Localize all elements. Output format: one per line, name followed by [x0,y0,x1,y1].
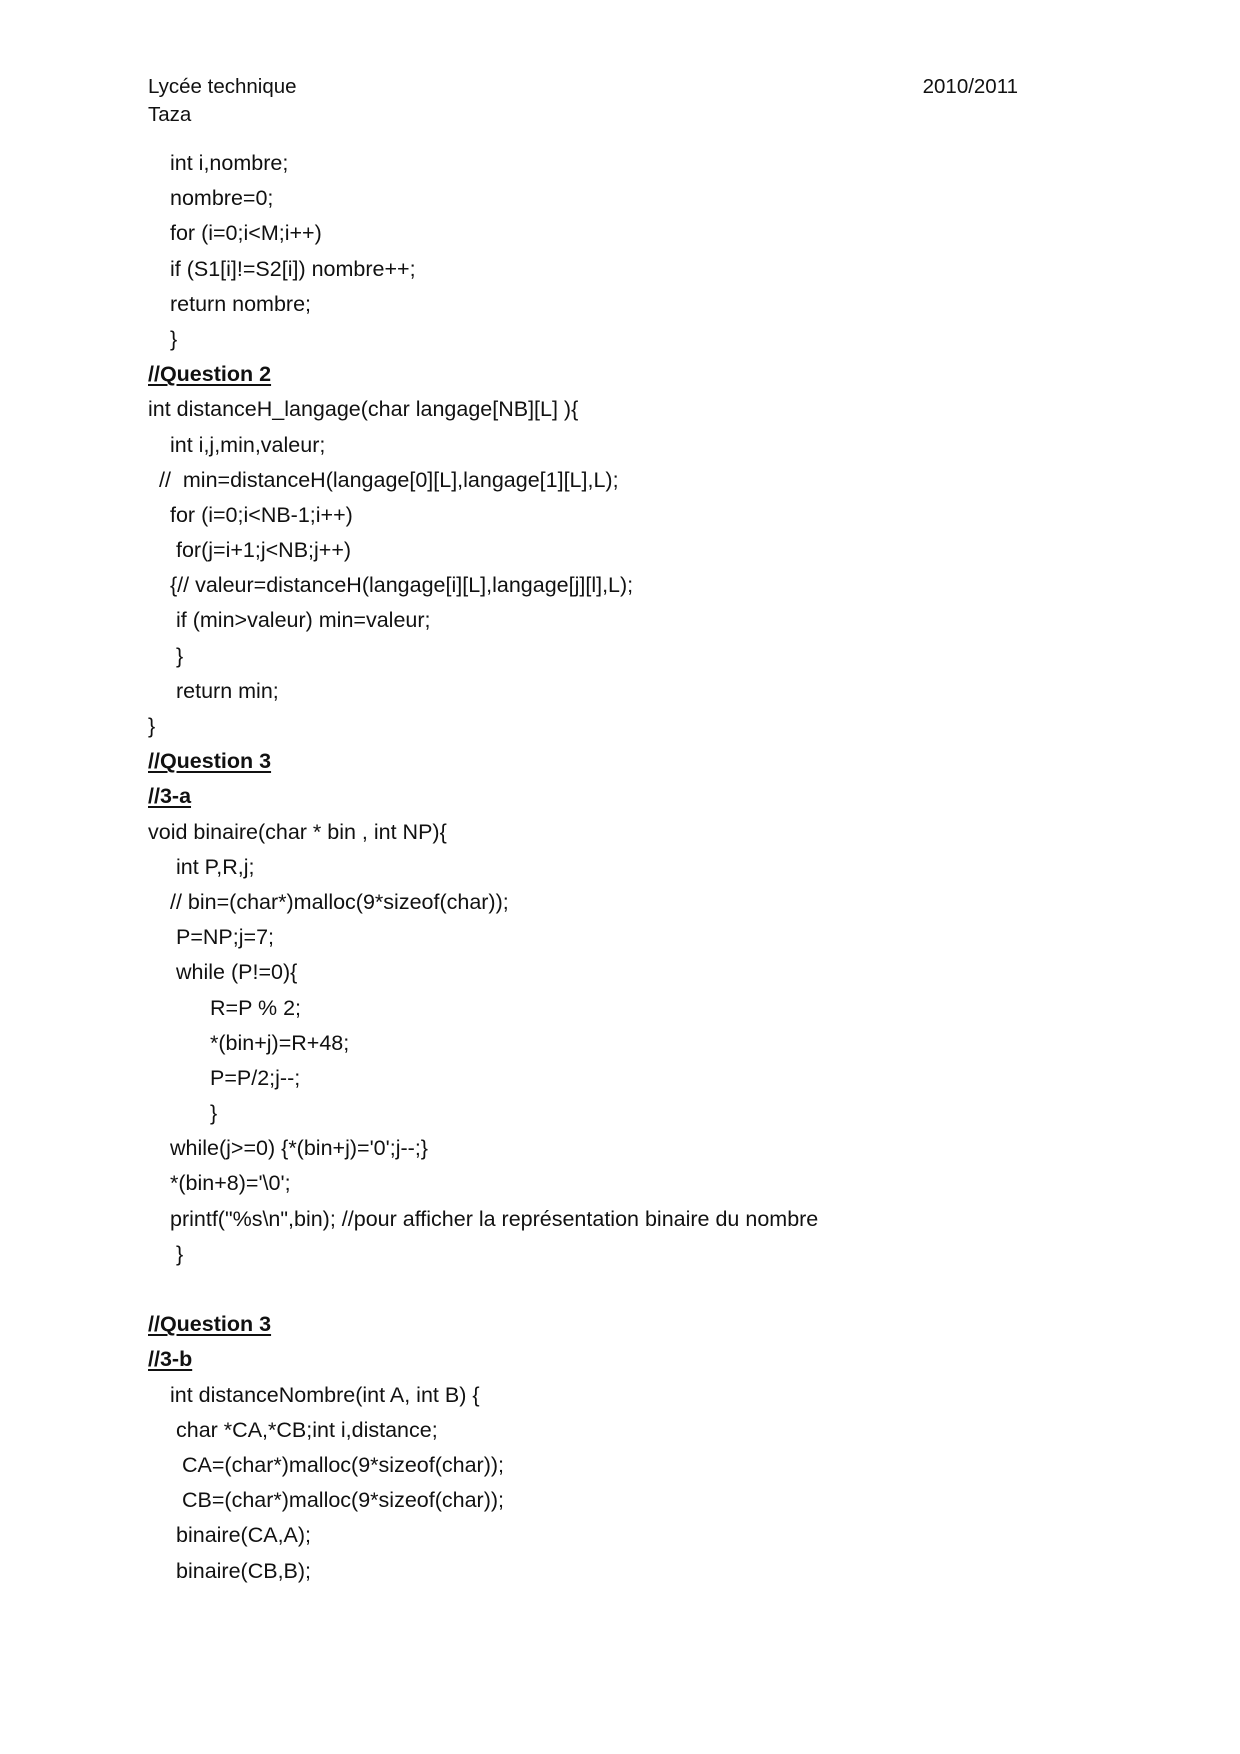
code-line: for (i=0;i<NB-1;i++) [170,502,353,527]
section-heading: //3-a [148,784,192,809]
code-line: if (min>valeur) min=valeur; [176,608,431,633]
code-line: // bin=(char*)malloc(9*sizeof(char)); [170,889,509,914]
code-line: int distanceNombre(int A, int B) { [170,1382,480,1407]
code-line: } [148,714,156,738]
code-line: // min=distanceH(langage[0][L],langage[1][L],L); [159,467,619,492]
code-line: return nombre; [170,291,312,316]
school-year: 2010/2011 [922,75,1018,98]
code-line: binaire(CB,B); [176,1558,312,1583]
section-heading: //Question 3 [148,1312,272,1337]
code-line: int i,j,min,valeur; [170,432,326,457]
code-line: } [176,643,184,668]
code-line: for (i=0;i<M;i++) [170,221,322,246]
code-line: int P,R,j; [176,854,255,879]
code-line: int i,nombre; [170,151,289,175]
code-line: *(bin+j)=R+48; [210,1030,350,1055]
code-line: P=P/2;j--; [210,1065,301,1090]
code-line: char *CA,*CB;int i,distance; [176,1417,438,1442]
city-name: Taza [148,103,192,126]
code-line: if (S1[i]!=S2[i]) nombre++; [170,256,416,281]
code-line: void binaire(char * bin , int NP){ [148,819,447,844]
code-line: {// valeur=distanceH(langage[i][L],langage[j][l],L); [170,573,634,598]
code-line: nombre=0; [170,186,274,211]
code-line: while(j>=0) {*(bin+j)='0';j--;} [170,1136,428,1161]
code-line: printf("%s\n",bin); //pour afficher la représentation binaire du nombre [170,1206,819,1231]
code-line: *(bin+8)='\0'; [170,1171,291,1196]
code-line: int distanceH_langage(char langage[NB][L] ){ [148,397,579,422]
section-heading: //Question 2 [148,362,272,387]
code-line: while (P!=0){ [176,960,298,985]
code-line: P=NP;j=7; [176,925,274,950]
code-line: R=P % 2; [210,995,302,1020]
code-listing [148,146,1128,1589]
code-line: return min; [176,678,279,703]
page-header [148,73,1018,129]
code-line: CA=(char*)malloc(9*sizeof(char)); [182,1452,504,1477]
school-name: Lycée technique [148,75,297,98]
code-line: } [176,1241,184,1266]
section-heading: //Question 3 [148,749,272,774]
blank-line [148,1272,1128,1307]
code-line: CB=(char*)malloc(9*sizeof(char)); [182,1488,504,1513]
code-line: for(j=i+1;j<NB;j++) [176,538,352,563]
code-line: binaire(CA,A); [176,1523,312,1548]
code-line: } [170,326,178,351]
code-line: } [210,1101,218,1126]
section-heading: //3-b [148,1347,193,1372]
